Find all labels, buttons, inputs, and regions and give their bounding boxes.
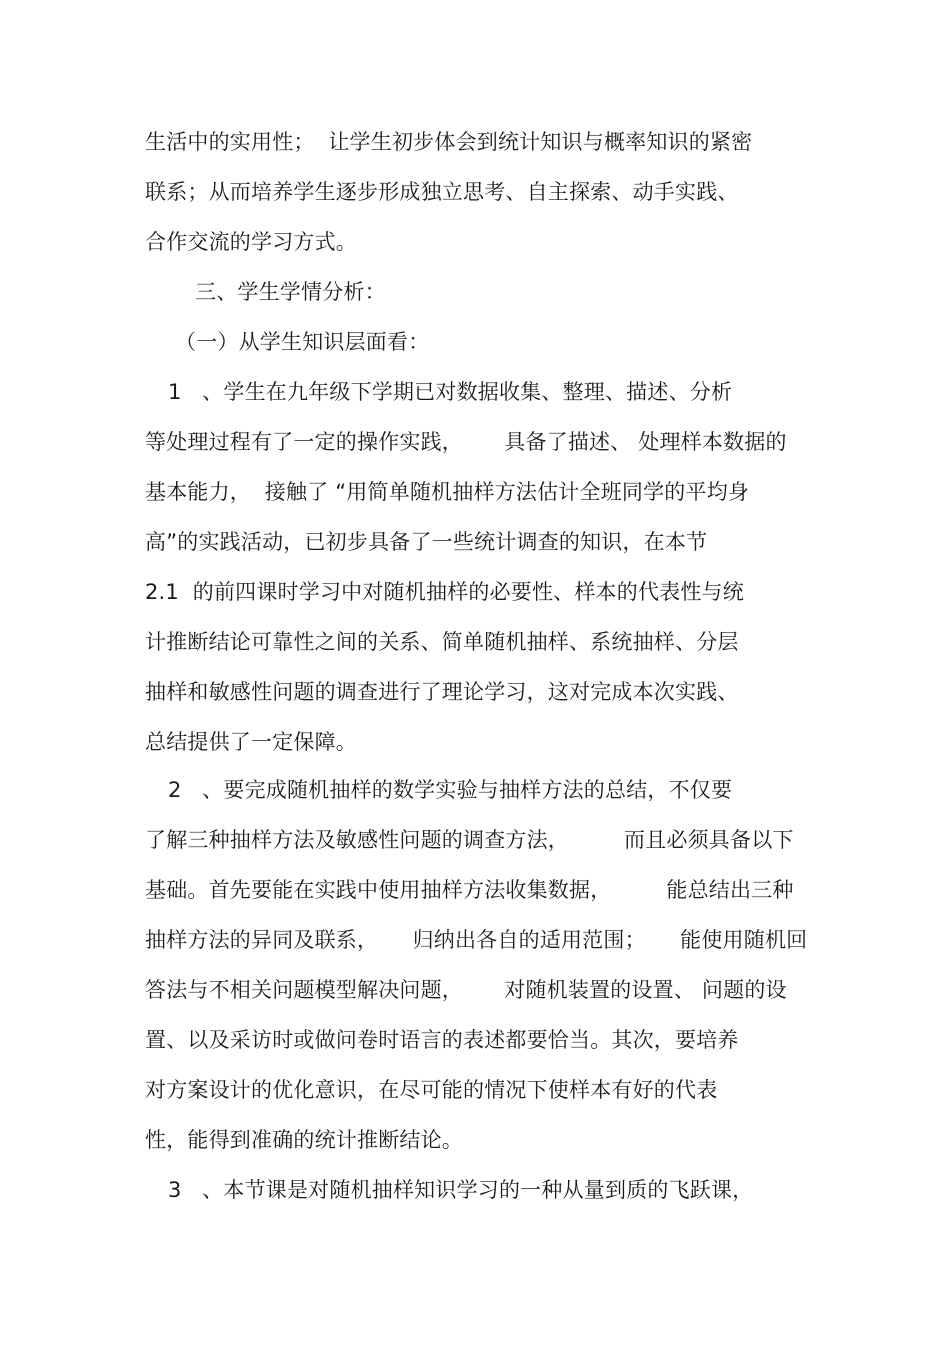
text-line: 计推断结论可靠性之间的关系、简单随机抽样、系统抽样、分层: [145, 630, 739, 654]
text-line: 等处理过程有了一定的操作实践， 具备了描述、 处理样本数据的: [145, 430, 787, 454]
text-line: 生活中的实用性； 让学生初步体会到统计知识与概率知识的紧密: [145, 130, 753, 154]
text-line: 合作交流的学习方式。: [145, 230, 357, 254]
text-line: 总结提供了一定保障。: [145, 730, 357, 754]
text-line: 抽样方法的异同及联系， 归纳出各自的适用范围； 能使用随机回: [145, 928, 808, 952]
text-line: 抽样和敏感性问题的调查进行了理论学习，这对完成本次实践、: [145, 680, 739, 704]
text-line: 1 、学生在九年级下学期已对数据收集、整理、描述、分析: [168, 380, 733, 404]
text-line: 高”的实践活动，已初步具备了一些统计调查的知识，在本节: [145, 530, 708, 554]
text-line: 基本能力， 接触了 “用简单随机抽样方法估计全班同学的平均身: [145, 480, 750, 504]
text-line: 了解三种抽样方法及敏感性问题的调查方法， 而且必须具备以下: [145, 828, 794, 852]
text-line: 2 、要完成随机抽样的数学实验与抽样方法的总结，不仅要: [168, 778, 733, 802]
text-line: 3 、本节课是对随机抽样知识学习的一种从量到质的飞跃课，: [168, 1178, 754, 1202]
subsection-heading: （一）从学生知识层面看：: [175, 330, 430, 354]
text-line: 联系；从而培养学生逐步形成独立思考、自主探索、动手实践、: [145, 180, 739, 204]
text-line: 答法与不相关问题模型解决问题， 对随机装置的设置、 问题的设: [145, 978, 787, 1002]
text-line: 性，能得到准确的统计推断结论。: [145, 1128, 463, 1152]
text-line: 对方案设计的优化意识，在尽可能的情况下使样本有好的代表: [145, 1078, 718, 1102]
text-line: 置、以及采访时或做问卷时语言的表述都要恰当。其次，要培养: [145, 1028, 739, 1052]
section-heading: 三、学生学情分析：: [195, 280, 386, 304]
text-line: 基础。首先要能在实践中使用抽样方法收集数据， 能总结出三种: [145, 878, 794, 902]
text-line: 2.1 的前四课时学习中对随机抽样的必要性、样本的代表性与统: [145, 580, 744, 604]
